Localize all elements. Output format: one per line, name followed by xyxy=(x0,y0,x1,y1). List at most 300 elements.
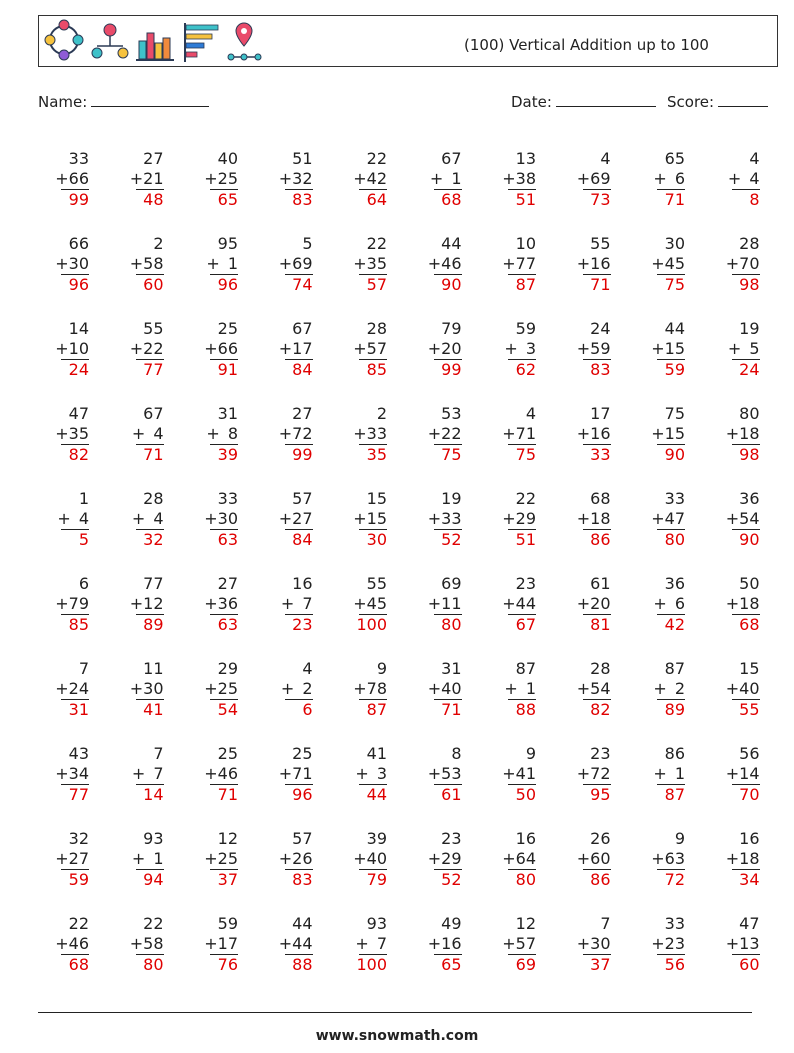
addend-top: 22 xyxy=(143,914,164,933)
addition-problem xyxy=(720,914,760,975)
answer: 54 xyxy=(217,700,238,719)
addend-bottom: +16 xyxy=(576,423,611,443)
addition-problem xyxy=(273,829,313,890)
addend-bottom: + 6 xyxy=(653,168,685,188)
answer: 100 xyxy=(356,615,387,634)
addition-problem xyxy=(273,744,313,805)
addition-problem xyxy=(496,489,536,550)
addend-top: 87 xyxy=(664,659,685,678)
answer: 72 xyxy=(664,870,685,889)
answer: 33 xyxy=(590,445,611,464)
answer: 60 xyxy=(143,275,164,294)
addend-top: 44 xyxy=(292,914,313,933)
addition-problem xyxy=(347,404,387,465)
addend-bottom: +44 xyxy=(278,933,313,953)
answer: 34 xyxy=(739,870,760,889)
addition-problem xyxy=(198,319,238,380)
addend-top: 59 xyxy=(515,319,536,338)
addition-problem xyxy=(347,489,387,550)
addend-bottom: +72 xyxy=(278,423,313,443)
addition-problem xyxy=(422,319,462,380)
addition-problem xyxy=(347,659,387,720)
addend-top: 4 xyxy=(302,659,313,678)
addition-problem xyxy=(273,574,313,635)
score-label: Score: xyxy=(667,93,715,111)
addend-top: 55 xyxy=(366,574,387,593)
addend-top: 31 xyxy=(217,404,238,423)
addend-bottom: +16 xyxy=(427,933,462,953)
addition-problem xyxy=(422,574,462,635)
addend-bottom: + 3 xyxy=(504,338,536,358)
addend-bottom: + 4 xyxy=(131,508,164,528)
answer: 88 xyxy=(292,955,313,974)
addend-bottom: +40 xyxy=(427,678,462,698)
answer: 76 xyxy=(217,955,238,974)
answer: 48 xyxy=(143,190,164,209)
addend-bottom: +46 xyxy=(427,253,462,273)
addend-top: 67 xyxy=(143,404,164,423)
answer: 80 xyxy=(441,615,462,634)
addition-problem xyxy=(198,744,238,805)
answer: 80 xyxy=(143,955,164,974)
addend-top: 28 xyxy=(739,234,760,253)
addend-bottom: + 2 xyxy=(653,678,685,698)
addition-problem xyxy=(496,829,536,890)
addend-top: 39 xyxy=(366,829,387,848)
answer: 86 xyxy=(590,530,611,549)
answer: 77 xyxy=(68,785,89,804)
answer: 73 xyxy=(590,190,611,209)
answer: 71 xyxy=(664,190,685,209)
answer: 74 xyxy=(292,275,313,294)
addition-problem xyxy=(496,149,536,210)
addition-problem xyxy=(496,234,536,295)
addend-bottom: +25 xyxy=(204,168,238,188)
addend-bottom: +33 xyxy=(353,423,387,443)
addition-problem xyxy=(422,234,462,295)
addend-top: 26 xyxy=(590,829,611,848)
addend-top: 22 xyxy=(68,914,89,933)
addend-bottom: + 3 xyxy=(355,763,387,783)
addition-problem xyxy=(49,319,89,380)
addend-bottom: +18 xyxy=(725,423,760,443)
addition-problem xyxy=(347,744,387,805)
answer: 96 xyxy=(68,275,89,294)
addition-problem xyxy=(645,234,685,295)
date-label: Date: xyxy=(511,93,552,111)
addition-problem xyxy=(273,489,313,550)
addend-top: 12 xyxy=(217,829,238,848)
addend-top: 43 xyxy=(68,744,89,763)
addition-problem xyxy=(496,914,536,975)
answer: 99 xyxy=(441,360,462,379)
addition-problem xyxy=(273,659,313,720)
addition-problem xyxy=(347,914,387,975)
answer: 60 xyxy=(739,955,760,974)
addition-problem xyxy=(422,744,462,805)
addend-top: 53 xyxy=(441,404,462,423)
addend-bottom: + 5 xyxy=(727,338,760,358)
addend-top: 10 xyxy=(515,234,536,253)
addition-problem xyxy=(347,149,387,210)
addend-top: 9 xyxy=(525,744,536,763)
addition-problem xyxy=(571,914,611,975)
addend-bottom: +59 xyxy=(576,338,611,358)
addend-top: 28 xyxy=(590,659,611,678)
addend-top: 75 xyxy=(664,404,685,423)
addition-problem xyxy=(273,234,313,295)
addend-bottom: + 1 xyxy=(429,168,462,188)
addition-problem xyxy=(124,914,164,975)
addend-top: 16 xyxy=(515,829,536,848)
addition-problem xyxy=(273,914,313,975)
addend-bottom: +21 xyxy=(129,168,164,188)
addition-problem xyxy=(49,404,89,465)
addend-top: 47 xyxy=(68,404,89,423)
addition-problem xyxy=(198,489,238,550)
addend-top: 13 xyxy=(515,149,536,168)
addend-bottom: +35 xyxy=(353,253,387,273)
addition-problem xyxy=(720,234,760,295)
addend-bottom: + 7 xyxy=(280,593,313,613)
addition-problem xyxy=(347,319,387,380)
addend-top: 28 xyxy=(143,489,164,508)
answer: 90 xyxy=(664,445,685,464)
answer: 89 xyxy=(143,615,164,634)
addend-top: 80 xyxy=(739,404,760,423)
addition-problem xyxy=(49,234,89,295)
addend-top: 23 xyxy=(590,744,611,763)
addend-bottom: +12 xyxy=(129,593,164,613)
answer: 99 xyxy=(292,445,313,464)
addition-problem xyxy=(198,404,238,465)
addend-bottom: +34 xyxy=(55,763,89,783)
answer: 80 xyxy=(664,530,685,549)
addend-top: 23 xyxy=(515,574,536,593)
answer: 59 xyxy=(68,870,89,889)
addition-problem xyxy=(496,659,536,720)
addition-problem xyxy=(273,149,313,210)
addend-top: 7 xyxy=(600,914,611,933)
answer: 95 xyxy=(590,785,611,804)
addend-bottom: +40 xyxy=(725,678,760,698)
answer: 51 xyxy=(515,530,536,549)
bar-chart-icon xyxy=(136,33,174,60)
addend-top: 65 xyxy=(664,149,685,168)
addition-problem xyxy=(422,914,462,975)
answer: 71 xyxy=(143,445,164,464)
addend-bottom: +15 xyxy=(651,338,685,358)
addition-problem xyxy=(645,744,685,805)
addend-top: 93 xyxy=(143,829,164,848)
answer: 52 xyxy=(441,530,462,549)
addition-problem xyxy=(720,744,760,805)
addition-problem xyxy=(571,744,611,805)
addition-problem xyxy=(496,404,536,465)
addition-problem xyxy=(422,659,462,720)
answer: 90 xyxy=(441,275,462,294)
addend-bottom: +17 xyxy=(204,933,238,953)
answer: 67 xyxy=(515,615,536,634)
addend-top: 49 xyxy=(441,914,462,933)
answer: 64 xyxy=(366,190,387,209)
addition-problem xyxy=(124,744,164,805)
addend-bottom: +45 xyxy=(353,593,387,613)
addend-top: 19 xyxy=(739,319,760,338)
addend-bottom: +20 xyxy=(576,593,611,613)
addend-bottom: +35 xyxy=(55,423,89,443)
addition-problem xyxy=(571,319,611,380)
addend-bottom: +64 xyxy=(502,848,536,868)
addend-top: 16 xyxy=(292,574,313,593)
addend-bottom: +29 xyxy=(502,508,536,528)
answer: 87 xyxy=(515,275,536,294)
org-chart-icon xyxy=(92,24,128,58)
addition-problem xyxy=(124,319,164,380)
addend-top: 41 xyxy=(366,744,387,763)
answer: 96 xyxy=(217,275,238,294)
addend-bottom: +18 xyxy=(725,848,760,868)
addition-problem xyxy=(571,489,611,550)
addend-bottom: +10 xyxy=(55,338,89,358)
addend-bottom: +41 xyxy=(502,763,536,783)
addend-bottom: +69 xyxy=(576,168,611,188)
addition-problem xyxy=(571,574,611,635)
addition-problem xyxy=(124,574,164,635)
addend-bottom: +24 xyxy=(55,678,89,698)
addend-bottom: +44 xyxy=(502,593,536,613)
addition-problem xyxy=(571,234,611,295)
addend-top: 77 xyxy=(143,574,164,593)
addend-top: 25 xyxy=(292,744,313,763)
addend-bottom: + 4 xyxy=(57,508,89,528)
addition-problem xyxy=(645,489,685,550)
addition-problem xyxy=(645,404,685,465)
answer: 83 xyxy=(590,360,611,379)
answer: 62 xyxy=(515,360,536,379)
answer: 83 xyxy=(292,870,313,889)
answer: 98 xyxy=(739,445,760,464)
cycle-people-icon xyxy=(45,20,83,60)
answer: 14 xyxy=(143,785,164,804)
addend-bottom: + 1 xyxy=(504,678,536,698)
answer: 98 xyxy=(739,275,760,294)
addition-problem xyxy=(720,659,760,720)
addition-problem xyxy=(645,829,685,890)
addend-top: 69 xyxy=(441,574,462,593)
answer: 71 xyxy=(441,700,462,719)
addend-bottom: +46 xyxy=(204,763,238,783)
score-line[interactable] xyxy=(718,92,768,107)
addend-bottom: +14 xyxy=(725,763,760,783)
addend-top: 4 xyxy=(749,149,760,168)
answer: 37 xyxy=(590,955,611,974)
addend-bottom: +66 xyxy=(204,338,238,358)
addend-top: 29 xyxy=(217,659,238,678)
addend-bottom: +18 xyxy=(576,508,611,528)
addend-top: 86 xyxy=(664,744,685,763)
addition-problem xyxy=(124,489,164,550)
addend-top: 31 xyxy=(441,659,462,678)
addition-problem xyxy=(124,404,164,465)
addend-bottom: +47 xyxy=(651,508,685,528)
addend-top: 66 xyxy=(68,234,89,253)
answer: 56 xyxy=(664,955,685,974)
addition-problem xyxy=(198,659,238,720)
addend-top: 44 xyxy=(441,234,462,253)
answer: 100 xyxy=(356,955,387,974)
answer: 23 xyxy=(292,615,313,634)
answer: 86 xyxy=(590,870,611,889)
addition-problem xyxy=(496,574,536,635)
addend-top: 16 xyxy=(739,829,760,848)
footer-site: www.snowmath.com xyxy=(315,1028,479,1044)
addend-bottom: +27 xyxy=(278,508,313,528)
addend-bottom: +77 xyxy=(502,253,536,273)
addition-problem xyxy=(645,659,685,720)
answer: 65 xyxy=(441,955,462,974)
addition-problem xyxy=(124,659,164,720)
addend-top: 19 xyxy=(441,489,462,508)
answer: 68 xyxy=(739,615,760,634)
addition-problem xyxy=(198,149,238,210)
addend-bottom: +78 xyxy=(353,678,387,698)
answer: 80 xyxy=(515,870,536,889)
problem-grid xyxy=(38,149,778,983)
addend-bottom: +13 xyxy=(725,933,760,953)
answer: 71 xyxy=(590,275,611,294)
addend-bottom: +30 xyxy=(576,933,611,953)
answer: 61 xyxy=(441,785,462,804)
answer: 8 xyxy=(749,190,760,209)
addend-top: 87 xyxy=(515,659,536,678)
addition-problem xyxy=(49,574,89,635)
addition-problem xyxy=(422,829,462,890)
addend-top: 33 xyxy=(68,149,89,168)
addend-top: 50 xyxy=(739,574,760,593)
addition-problem xyxy=(422,404,462,465)
name-line[interactable] xyxy=(91,92,209,107)
addend-top: 25 xyxy=(217,744,238,763)
addend-top: 28 xyxy=(366,319,387,338)
addend-top: 32 xyxy=(68,829,89,848)
addend-bottom: +23 xyxy=(651,933,685,953)
addend-bottom: +57 xyxy=(353,338,387,358)
addend-top: 25 xyxy=(217,319,238,338)
addend-top: 67 xyxy=(292,319,313,338)
addition-problem xyxy=(273,404,313,465)
addend-top: 68 xyxy=(590,489,611,508)
answer: 84 xyxy=(292,530,313,549)
date-line[interactable] xyxy=(556,92,656,107)
answer: 71 xyxy=(217,785,238,804)
addend-top: 30 xyxy=(664,234,685,253)
addend-top: 55 xyxy=(590,234,611,253)
answer: 87 xyxy=(664,785,685,804)
addend-top: 24 xyxy=(590,319,611,338)
addition-problem xyxy=(198,234,238,295)
addend-bottom: +66 xyxy=(55,168,89,188)
answer: 84 xyxy=(292,360,313,379)
addend-top: 47 xyxy=(739,914,760,933)
addend-bottom: +60 xyxy=(576,848,611,868)
addend-bottom: +40 xyxy=(353,848,387,868)
addend-bottom: +29 xyxy=(427,848,462,868)
addend-bottom: +11 xyxy=(427,593,462,613)
answer: 82 xyxy=(68,445,89,464)
addend-top: 59 xyxy=(217,914,238,933)
answer: 70 xyxy=(739,785,760,804)
addend-bottom: +17 xyxy=(278,338,313,358)
addend-top: 93 xyxy=(366,914,387,933)
addition-problem xyxy=(198,574,238,635)
addend-top: 79 xyxy=(441,319,462,338)
addend-top: 12 xyxy=(515,914,536,933)
addend-top: 67 xyxy=(441,149,462,168)
footer-divider xyxy=(38,1012,752,1013)
addend-top: 1 xyxy=(78,489,89,508)
addition-problem xyxy=(124,149,164,210)
addend-top: 51 xyxy=(292,149,313,168)
addition-problem xyxy=(496,744,536,805)
addition-problem xyxy=(720,149,760,210)
horizontal-bars-icon xyxy=(185,23,218,62)
addend-bottom: +72 xyxy=(576,763,611,783)
addition-problem xyxy=(347,234,387,295)
addend-top: 61 xyxy=(590,574,611,593)
answer: 94 xyxy=(143,870,164,889)
addition-problem xyxy=(571,659,611,720)
answer: 39 xyxy=(217,445,238,464)
addend-top: 56 xyxy=(739,744,760,763)
addend-top: 22 xyxy=(366,149,387,168)
addend-top: 9 xyxy=(674,829,685,848)
date-field xyxy=(511,92,656,111)
addend-top: 7 xyxy=(78,659,89,678)
addend-bottom: + 6 xyxy=(653,593,685,613)
addend-top: 95 xyxy=(217,234,238,253)
addend-bottom: +70 xyxy=(725,253,760,273)
addition-problem xyxy=(422,489,462,550)
answer: 57 xyxy=(366,275,387,294)
answer: 81 xyxy=(590,615,611,634)
addition-problem xyxy=(124,829,164,890)
answer: 82 xyxy=(590,700,611,719)
answer: 31 xyxy=(68,700,89,719)
addend-top: 22 xyxy=(366,234,387,253)
addition-problem xyxy=(49,914,89,975)
addend-top: 8 xyxy=(451,744,462,763)
addend-top: 44 xyxy=(664,319,685,338)
answer: 24 xyxy=(68,360,89,379)
addend-top: 15 xyxy=(739,659,760,678)
addition-problem xyxy=(347,829,387,890)
answer: 96 xyxy=(292,785,313,804)
answer: 5 xyxy=(78,530,89,549)
addend-bottom: +32 xyxy=(278,168,313,188)
addition-problem xyxy=(571,829,611,890)
addend-bottom: +25 xyxy=(204,848,238,868)
addend-top: 11 xyxy=(143,659,164,678)
answer: 85 xyxy=(68,615,89,634)
addition-problem xyxy=(720,489,760,550)
addend-top: 57 xyxy=(292,829,313,848)
addend-bottom: +63 xyxy=(651,848,685,868)
addend-top: 22 xyxy=(515,489,536,508)
addend-top: 36 xyxy=(739,489,760,508)
addend-bottom: +53 xyxy=(427,763,462,783)
addend-bottom: + 7 xyxy=(355,933,387,953)
